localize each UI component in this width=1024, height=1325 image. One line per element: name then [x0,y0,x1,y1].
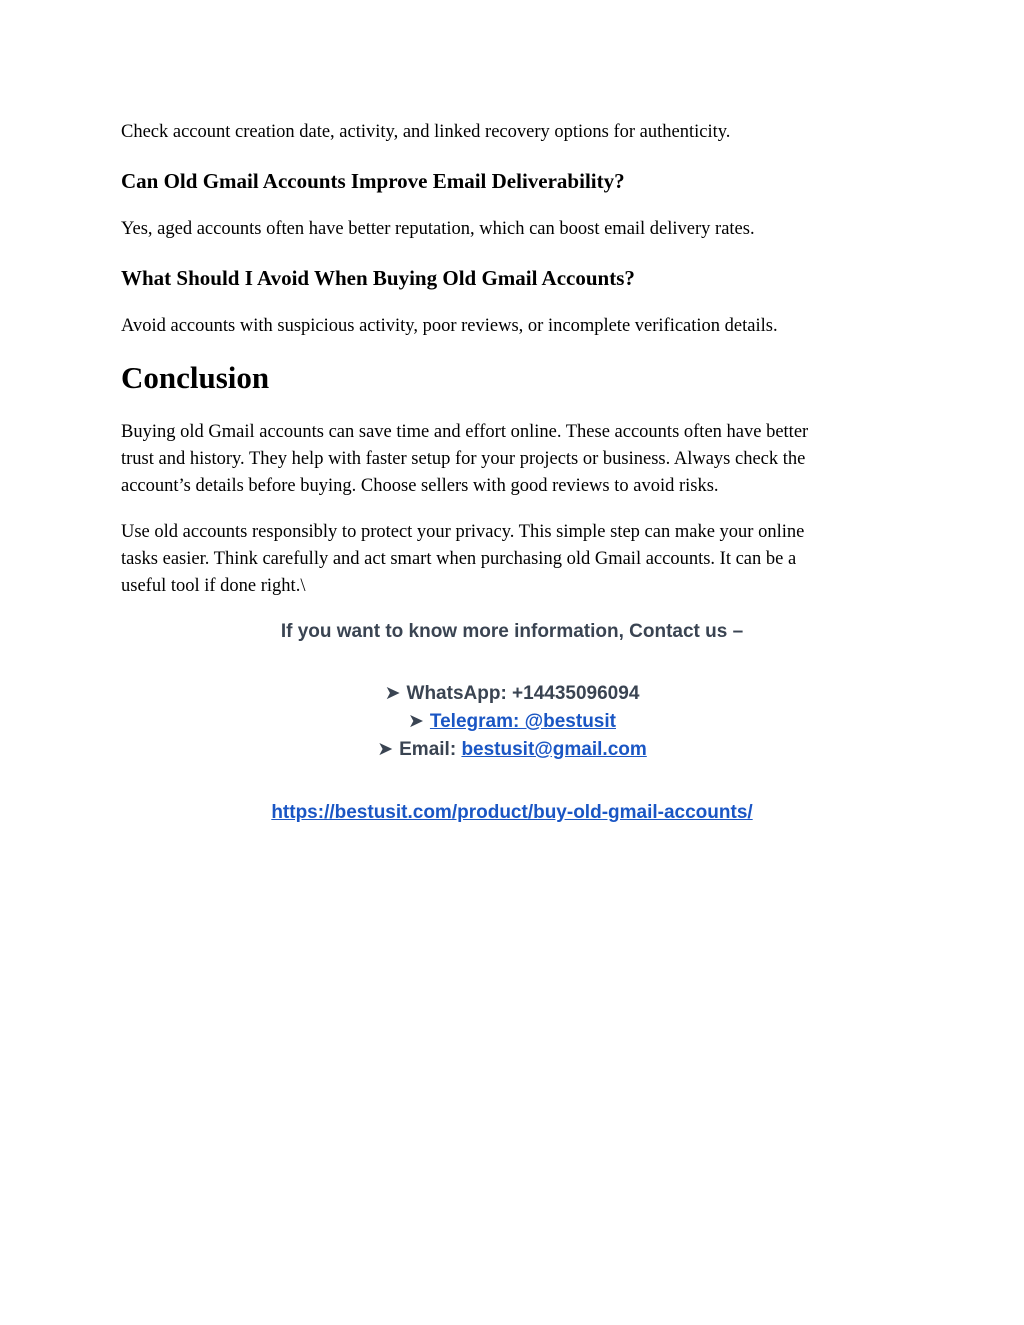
contact-telegram [0,708,1024,736]
paragraph-line: account’s details before buying. Choose sellers with good reviews to avoid risks. [121,476,719,496]
product-url-link[interactable]: https://bestusit.com/product/buy-old-gmail-accounts/ [271,802,753,823]
paragraph-line: useful tool if done right.\ [121,576,306,596]
contact-url [0,799,1024,827]
arrow-icon: ➤ [408,711,424,732]
heading-conclusion: Conclusion [121,360,270,395]
paragraph-avoid: Avoid accounts with suspicious activity, poor reviews, or incomplete verification details. [121,316,778,336]
telegram-link[interactable]: Telegram: @bestusit [429,711,616,732]
paragraph-line: Use old accounts responsibly to protect your privacy. This simple step can make your online [121,522,805,542]
email-label: Email: [399,739,457,760]
paragraph-line: tasks easier. Think carefully and act smart when purchasing old Gmail accounts. It can be a [121,549,797,569]
contact-email [0,736,1024,764]
contact-whatsapp [0,680,1024,708]
email-link[interactable]: bestusit@gmail.com [461,739,647,760]
arrow-icon: ➤ [384,683,401,704]
paragraph-line: trust and history. They help with faster setup for your projects or business. Always check the [121,449,806,469]
contact-intro: If you want to know more information, Contact us – [280,621,744,642]
paragraph-check-account: Check account creation date, activity, and linked recovery options for authenticity. [121,122,731,142]
heading-avoid: What Should I Avoid When Buying Old Gmail Accounts? [121,266,635,290]
heading-deliverability: Can Old Gmail Accounts Improve Email Deliverability? [121,169,625,193]
arrow-icon: ➤ [377,739,394,760]
paragraph-conclusion-2 [121,519,901,600]
whatsapp-text: WhatsApp: +14435096094 [406,683,640,704]
paragraph-line: Buying old Gmail accounts can save time and effort online. These accounts often have better [121,422,809,442]
paragraph-deliverability: Yes, aged accounts often have better reputation, which can boost email delivery rates. [121,219,755,239]
paragraph-conclusion-1 [121,419,901,500]
